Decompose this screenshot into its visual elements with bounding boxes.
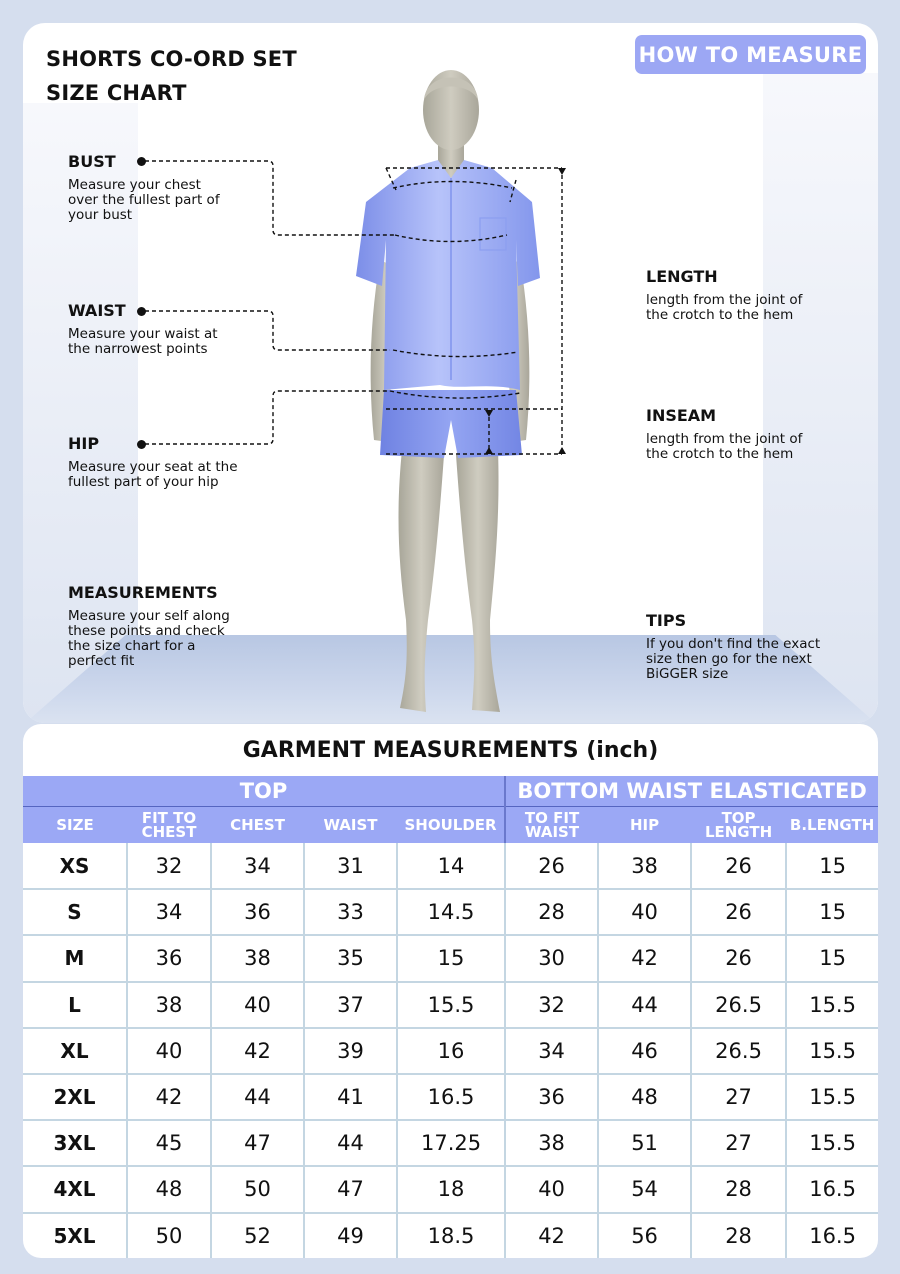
measurement-cell: 16.5 (397, 1074, 505, 1120)
measurement-cell: 45 (127, 1120, 211, 1166)
measurement-cell: 26 (691, 889, 786, 935)
measurement-cell: 42 (598, 935, 691, 981)
measurement-cell: 14.5 (397, 889, 505, 935)
measurement-cell: 54 (598, 1166, 691, 1212)
measurement-cell: 15 (397, 935, 505, 981)
measurement-cell: 47 (211, 1120, 304, 1166)
measurement-cell: 48 (127, 1166, 211, 1212)
column-header: SIZE (23, 806, 127, 843)
measurement-cell: 30 (505, 935, 598, 981)
inseam-description: length from the joint of the crotch to the hem (646, 431, 803, 462)
measurement-cell: 15.5 (397, 982, 505, 1028)
hip-annotation (68, 434, 248, 490)
measurement-cell: 26 (691, 843, 786, 889)
measurement-cell: 56 (598, 1213, 691, 1259)
measurement-cell: 27 (691, 1120, 786, 1166)
measurement-cell: 46 (598, 1028, 691, 1074)
measurement-cell: 15.5 (786, 982, 878, 1028)
measurement-cell: 34 (211, 843, 304, 889)
size-cell: XL (23, 1028, 127, 1074)
measurement-cell: 44 (598, 982, 691, 1028)
tips-description: If you don't find the exact size then go for the next BiGGER size (646, 636, 821, 682)
measurement-cell: 51 (598, 1120, 691, 1166)
size-cell: L (23, 982, 127, 1028)
measurement-cell: 38 (598, 843, 691, 889)
measurement-cell: 14 (397, 843, 505, 889)
hip-label: HIP (68, 434, 100, 453)
table-row (23, 935, 878, 981)
measurement-cell: 38 (505, 1120, 598, 1166)
measurement-cell: 44 (304, 1120, 397, 1166)
measurement-cell: 34 (505, 1028, 598, 1074)
measurement-cell: 49 (304, 1213, 397, 1259)
measurement-cell: 37 (304, 982, 397, 1028)
tips-label: TIPS (646, 611, 687, 630)
measurements-label: MEASUREMENTS (68, 583, 218, 602)
measurement-cell: 27 (691, 1074, 786, 1120)
measurement-cell: 44 (211, 1074, 304, 1120)
measurement-cell: 26.5 (691, 982, 786, 1028)
measurements-annotation (68, 583, 248, 669)
measurement-cell: 28 (691, 1213, 786, 1259)
column-header: TO FIT WAIST (505, 806, 598, 843)
how-to-measure-badge: HOW TO MEASURE (635, 35, 866, 74)
measurement-cell: 48 (598, 1074, 691, 1120)
measurement-cell: 15.5 (786, 1028, 878, 1074)
size-cell: 3XL (23, 1120, 127, 1166)
measurement-cell: 31 (304, 843, 397, 889)
size-cell: 4XL (23, 1166, 127, 1212)
measurement-cell: 17.25 (397, 1120, 505, 1166)
column-header: TOP LENGTH (691, 806, 786, 843)
table-row (23, 889, 878, 935)
length-label: LENGTH (646, 267, 718, 286)
table-row (23, 1213, 878, 1259)
measurement-cell: 40 (505, 1166, 598, 1212)
size-cell: 5XL (23, 1213, 127, 1259)
size-cell: 2XL (23, 1074, 127, 1120)
measurement-cell: 28 (505, 889, 598, 935)
measurement-cell: 32 (127, 843, 211, 889)
measurement-cell: 38 (127, 982, 211, 1028)
measurement-cell: 28 (691, 1166, 786, 1212)
measurement-cell: 16.5 (786, 1166, 878, 1212)
measurement-cell: 38 (211, 935, 304, 981)
measurement-cell: 36 (505, 1074, 598, 1120)
length-annotation (646, 267, 826, 323)
measurement-cell: 26.5 (691, 1028, 786, 1074)
size-table-body (23, 843, 878, 1258)
size-table (23, 776, 878, 1258)
title-line-2: SIZE CHART (46, 81, 187, 105)
measurement-cell: 42 (211, 1028, 304, 1074)
measurement-cell: 15 (786, 935, 878, 981)
column-header: CHEST (211, 806, 304, 843)
measurement-cell: 15.5 (786, 1074, 878, 1120)
hip-description: Measure your seat at the fullest part of your hip (68, 459, 238, 490)
measurement-cell: 32 (505, 982, 598, 1028)
measurement-cell: 26 (505, 843, 598, 889)
measurement-cell: 16 (397, 1028, 505, 1074)
mannequin-figure (340, 60, 560, 725)
inseam-annotation (646, 406, 826, 462)
measurement-cell: 26 (691, 935, 786, 981)
column-header: WAIST (304, 806, 397, 843)
measurement-cell: 52 (211, 1213, 304, 1259)
bust-label: BUST (68, 152, 116, 171)
measurement-cell: 50 (127, 1213, 211, 1259)
column-header: FIT TO CHEST (127, 806, 211, 843)
title-line-1: SHORTS CO-ORD SET (46, 47, 297, 71)
size-cell: XS (23, 843, 127, 889)
measurement-cell: 15 (786, 843, 878, 889)
length-description: length from the joint of the crotch to the hem (646, 292, 803, 323)
group-header-top: TOP (23, 776, 505, 806)
table-row (23, 1028, 878, 1074)
measurement-cell: 35 (304, 935, 397, 981)
table-row (23, 1074, 878, 1120)
measurement-cell: 40 (598, 889, 691, 935)
group-header-bottom: BOTTOM WAIST ELASTICATED (505, 776, 878, 806)
size-cell: M (23, 935, 127, 981)
table-row (23, 982, 878, 1028)
measurement-cell: 47 (304, 1166, 397, 1212)
table-title: GARMENT MEASUREMENTS (inch) (242, 737, 659, 763)
waist-label: WAIST (68, 301, 126, 320)
measurement-cell: 36 (127, 935, 211, 981)
bust-description: Measure your chest over the fullest part of your bust (68, 177, 220, 223)
table-row (23, 1120, 878, 1166)
size-cell: S (23, 889, 127, 935)
measurement-cell: 41 (304, 1074, 397, 1120)
tips-annotation (646, 611, 826, 682)
column-header: SHOULDER (397, 806, 505, 843)
bust-annotation (68, 152, 248, 223)
inseam-label: INSEAM (646, 406, 717, 425)
measurement-cell: 40 (127, 1028, 211, 1074)
measurement-cell: 36 (211, 889, 304, 935)
measurement-cell: 18.5 (397, 1213, 505, 1259)
waist-annotation (68, 301, 248, 357)
table-row (23, 843, 878, 889)
measurement-cell: 15.5 (786, 1120, 878, 1166)
column-header: B.LENGTH (786, 806, 878, 843)
measurement-cell: 16.5 (809, 1224, 856, 1249)
measurement-cell: 50 (211, 1166, 304, 1212)
measurement-cell: 33 (304, 889, 397, 935)
measurement-cell: 42 (127, 1074, 211, 1120)
measurement-cell: 15 (786, 889, 878, 935)
measurement-cell: 39 (304, 1028, 397, 1074)
garment-measurements-card (23, 724, 878, 1258)
measurement-cell: 42 (505, 1213, 598, 1259)
measurement-cell: 34 (127, 889, 211, 935)
waist-description: Measure your waist at the narrowest points (68, 326, 218, 357)
column-header: HIP (598, 806, 691, 843)
measurement-cell: 18 (397, 1166, 505, 1212)
measurements-description: Measure your self along these points and check the size chart for a perfect fit (68, 608, 230, 669)
table-row (23, 1166, 878, 1212)
page-title (46, 42, 297, 110)
measurement-cell: 40 (211, 982, 304, 1028)
